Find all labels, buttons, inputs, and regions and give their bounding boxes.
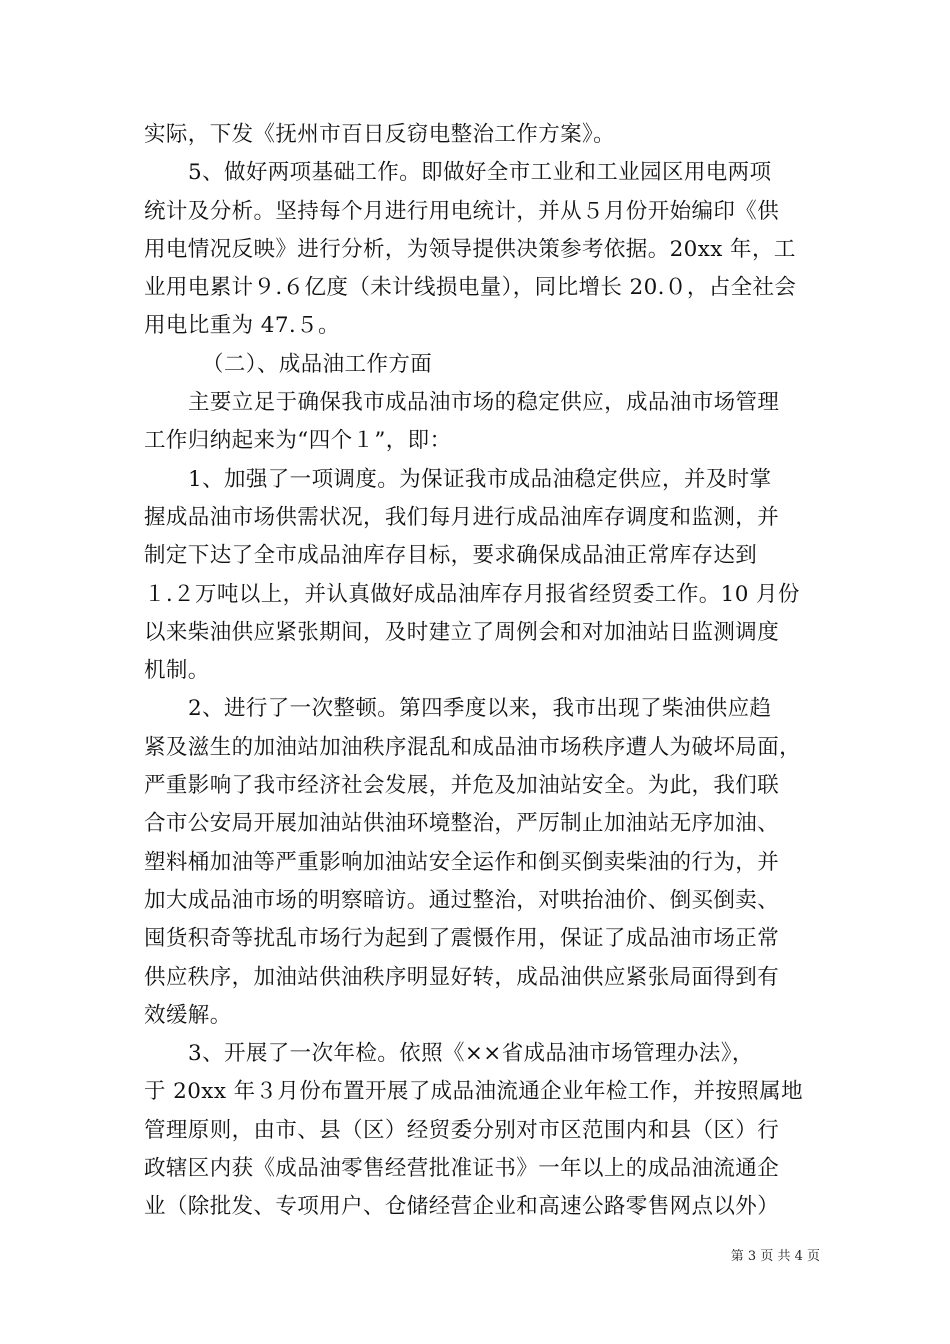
text-line: 3、开展了一次年检。依照《××省成品油市场管理办法》，: [188, 1041, 754, 1067]
text-line: 业（除批发、专项用户、仓储经营企业和高速公路零售网点以外）: [144, 1194, 780, 1220]
text-line: 制定下达了全市成品油库存目标，要求确保成品油正常库存达到: [144, 543, 758, 569]
page-number: 第 3 页 共 4 页: [730, 1249, 820, 1264]
text-line: 合市公安局开展加油站供油环境整治，严厉制止加油站无序加油、: [144, 811, 780, 837]
text-line: 2、进行了一次整顿。第四季度以来，我市出现了柴油供应趋: [188, 696, 772, 722]
text-line: 统计及分析。坚持每个月进行用电统计，并从５月份开始编印《供: [144, 198, 780, 224]
text-line: 工作归纳起来为“四个１”，即：: [144, 428, 452, 454]
text-line: 1、加强了一项调度。为保证我市成品油稳定供应，并及时掌: [188, 466, 772, 492]
text-line: 效缓解。: [144, 1002, 232, 1028]
text-line: 用电情况反映》进行分析，为领导提供决策参考依据。20xx 年，工: [144, 236, 796, 262]
text-line: 管理原则，由市、县（区）经贸委分别对市区范围内和县（区）行: [144, 1117, 780, 1143]
text-line: 业用电累计９.６亿度（未计线损电量），同比增长 20.０，占全社会: [144, 275, 797, 301]
text-line: 实际，下发《抚州市百日反窃电整治工作方案》。: [144, 122, 616, 147]
text-line: 加大成品油市场的明察暗访。通过整治，对哄抬油价、倒买倒卖、: [144, 887, 780, 913]
text-line: 塑料桶加油等严重影响加油站安全运作和倒买倒卖柴油的行为，并: [144, 849, 780, 875]
text-line: 供应秩序，加油站供油秩序明显好转，成品油供应紧张局面得到有: [144, 964, 780, 990]
section-heading: （二）、成品油工作方面: [202, 351, 433, 377]
document-body: [144, 116, 812, 1227]
text-line: 紧及滋生的加油站加油秩序混乱和成品油市场秩序遭人为破坏局面，: [144, 734, 802, 760]
text-line: 主要立足于确保我市成品油市场的稳定供应，成品油市场管理: [188, 390, 780, 416]
text-line: １.２万吨以上，并认真做好成品油库存月报省经贸委工作。10 月份: [144, 581, 800, 607]
text-line: 政辖区内获《成品油零售经营批准证书》一年以上的成品油流通企: [144, 1156, 780, 1182]
text-line: 5、做好两项基础工作。即做好全市工业和工业园区用电两项: [188, 160, 772, 186]
text-line: 严重影响了我市经济社会发展，并危及加油站安全。为此，我们联: [144, 773, 780, 799]
text-line: 囤货积奇等扰乱市场行为起到了震慑作用，保证了成品油市场正常: [144, 926, 780, 952]
text-line: 机制。: [144, 658, 210, 684]
text-line: 握成品油市场供需状况，我们每月进行成品油库存调度和监测，并: [144, 504, 780, 530]
text-line: 以来柴油供应紧张期间，及时建立了周例会和对加油站日监测调度: [144, 619, 780, 645]
text-line: 用电比重为 47.５。: [144, 313, 340, 339]
text-line: 于 20xx 年３月份布置开展了成品油流通企业年检工作，并按照属地: [144, 1079, 803, 1105]
